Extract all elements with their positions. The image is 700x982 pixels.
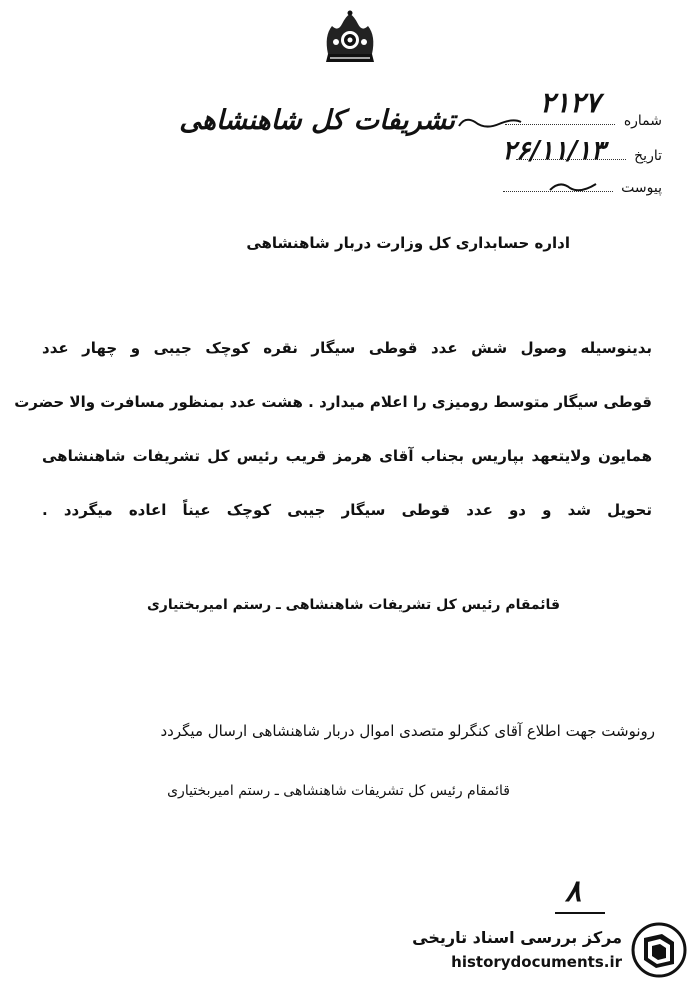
body-line: همایون ولایتعهد بپاریس بجناب آقای هرمز قریب رئیس کل تشریفات شاهنشاهی bbox=[42, 447, 652, 465]
copy-note: رونوشت جهت اطلاع آقای کنگرلو متصدی اموال دربار شاهنشاهی ارسال میگردد bbox=[160, 722, 655, 740]
field-date-label: تاریخ bbox=[634, 148, 662, 164]
signature-secondary: قائمقام رئیس کل تشریفات شاهنشاهی ـ رستم امیربختیاری bbox=[167, 783, 510, 799]
field-number-value: ۲۱۲۷ bbox=[539, 86, 600, 119]
watermark-url[interactable]: historydocuments.ir bbox=[451, 953, 622, 971]
field-number-label: شماره bbox=[623, 113, 662, 129]
field-date-value: ۲۶/۱۱/۱۳ bbox=[502, 136, 605, 166]
field-attachment-label: پیوست bbox=[621, 180, 662, 196]
page-number: ۸ bbox=[565, 874, 582, 909]
letter-body bbox=[14, 338, 652, 554]
recipient-heading: اداره حسابداری کل وزارت دربار شاهنشاهی bbox=[246, 234, 570, 252]
watermark-title: مرکز بررسی اسناد تاریخی bbox=[412, 928, 622, 947]
body-line: تحویل شد و دو عدد قوطی سیگار جیبی کوچک عیناً اعاده میگردد . bbox=[42, 501, 652, 519]
archive-logo-icon bbox=[628, 922, 690, 978]
body-line: قوطی سیگار متوسط رومیزی را اعلام میدارد . هشت عدد بمنظور مسافرت والا حضرت bbox=[14, 393, 652, 411]
signature-primary: قائمقام رئیس کل تشریفات شاهنشاهی ـ رستم امیربختیاری bbox=[146, 597, 560, 613]
crown-emblem-icon bbox=[318, 10, 382, 70]
letterhead-title: تشریفات کل شاهنشاهی bbox=[179, 105, 455, 136]
page-number-underline bbox=[555, 912, 605, 914]
body-line: بدینوسیله وصول شش عدد قوطی سیگار نقره کوچک جیبی و چهار عدد bbox=[42, 339, 652, 357]
attachment-scribble bbox=[548, 178, 598, 196]
